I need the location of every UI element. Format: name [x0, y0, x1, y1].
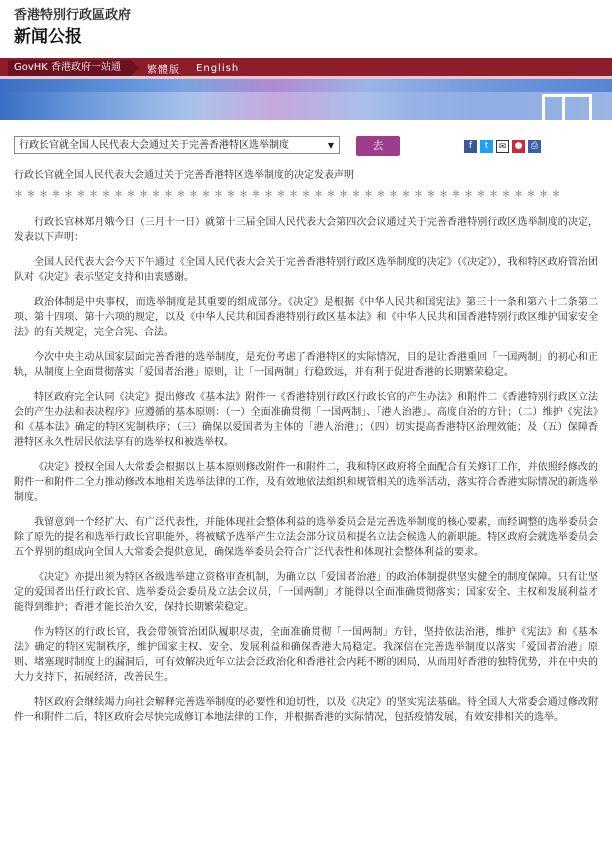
- article-paragraph: 我留意到一个经扩大、有广泛代表性，并能体现社会整体利益的选举委员会是完善选举制度的核心要素，而经调整的选举委员会除了原先的提名和选举行政长官职能外，将被赋予选举产生立法会部分议员和提名立法会候选人的新职能。特区政府会就选举委员会五个界别的组成向全国人大常委会提供意见，确保选举委员会符合广泛代表性和体现社会整体利益的要求。: [14, 517, 598, 558]
- press-release-title: 新闻公报: [14, 27, 82, 47]
- article-paragraph: 全国人民代表大会今天下午通过《全国人民代表大会关于完善香港特别行政区选举制度的决定》（《决定》），我和特区政府管治团队对《决定》表示坚定支持和由衷感谢。: [14, 257, 598, 283]
- article-paragraph: 今次中央主动从国家层面完善香港的选举制度，是充份考虑了香港特区的实际情况，目的是让香港重回「一国两制」的初心和正轨，从制度上全面贯彻落实「爱国者治港」原则，让「一国两制」行稳致远，并有利于促进香港的长期繁荣稳定。: [14, 352, 598, 378]
- article-paragraph: 行政长官林郑月娥今日（三月十一日）就第十三届全国人民代表大会第四次会议通过关于完善香港特别行政区选举制度的决定，发表以下声明：: [14, 217, 598, 243]
- article-headline: 行政长官就全国人民代表大会通过关于完善香港特区选举制度的决定发表声明: [14, 170, 354, 181]
- page-header: [14, 8, 131, 48]
- article-paragraph: 《决定》授权全国人大常委会根据以上基本原则修改附件一和附件二，我和特区政府将全面配合有关修订工作，并依照经修改的附件一和附件二全力推动修改本地相关选举法律的工作，及有效地依法组织和规管相关的选举活动，落实符合香港实际情况的新选举制度。: [14, 462, 598, 503]
- article-paragraph: 《决定》亦提出须为特区各级选举建立资格审查机制，为确立以「爱国者治港」的政治体制提供坚实健全的制度保障。只有让坚定的爱国者出任行政长官、选举委员会委员及立法会议员，「一国两制」才能得以全面准确贯彻落实；国家安全、主权和发展利益才能得到维护；香港才能长治久安，保持长期繁荣稳定。: [14, 572, 598, 613]
- twitter-icon[interactable]: t: [480, 140, 493, 153]
- banner-band: [0, 76, 612, 79]
- traditional-chinese-link[interactable]: 繁體版: [147, 64, 181, 76]
- government-name: 香港特別行政區政府: [14, 8, 132, 23]
- facebook-icon[interactable]: f: [464, 140, 477, 153]
- english-link[interactable]: English: [196, 62, 240, 74]
- chevron-down-icon: ▼: [327, 141, 335, 150]
- star-divider: ＊＊＊＊＊＊＊＊＊＊＊＊＊＊＊＊＊＊＊＊＊＊＊＊＊＊＊＊＊＊＊＊＊＊＊＊＊＊＊＊＊＊＊＊: [14, 190, 565, 200]
- banner-frame-line: [562, 94, 565, 120]
- weibo-icon[interactable]: ●: [512, 140, 525, 153]
- nav-arrow-separator: [131, 60, 139, 76]
- govhk-link[interactable]: GovHK 香港政府一站通: [8, 60, 131, 76]
- article-paragraph: 政治体制是中央事权，而选举制度是其重要的组成部分。《决定》是根据《中华人民共和国宪法》第三十一条和第六十二条第二项、第十四项、第十六项的规定，以及《中华人民共和国香港特别行政区基本法》和《中华人民共和国香港特别行政区维护国家安全法》的有关规定，完全合宪、合法。: [14, 297, 598, 338]
- print-icon[interactable]: ⎙: [528, 140, 541, 153]
- banner-wave: [0, 92, 612, 120]
- banner-frame-graphic: [542, 94, 592, 120]
- release-select-value: 行政长官就全国人民代表大会通过关于完善香港特区选举制度: [19, 140, 289, 151]
- go-button[interactable]: 去: [356, 136, 400, 156]
- share-icons: [464, 140, 541, 153]
- toolbar: [14, 136, 598, 156]
- article-paragraph: 作为特区的行政长官，我会带领管治团队履职尽责，全面准确贯彻「一国两制」方针，坚持依法治港，维护《宪法》和《基本法》确定的特区宪制秩序，维护国家主权、安全、发展利益和确保香港大局稳定。我深信在完善选举制度以落实「爱国者治港」原则、堵塞现时制度上的漏洞后，可有效解决近年立法会泛政治化和香港社会内耗不断的困局，从而用好香港的独特优势，并在中央的大力支持下，拓展经济，改善民生。: [14, 627, 598, 683]
- top-nav: [8, 60, 247, 76]
- email-icon[interactable]: ✉: [496, 140, 509, 153]
- release-select[interactable]: [14, 136, 340, 154]
- article-paragraph: 特区政府完全认同《决定》提出修改《基本法》附件一《香港特别行政区行政长官的产生办法》和附件二《香港特别行政区立法会的产生办法和表决程序》应遵循的基本原则：（一）全面准确贯彻「一国两制」、「港人治港」、高度自治的方针；（二）维护《宪法》和《基本法》确定的特区宪制秩序；（三）确保以爱国者为主体的「港人治港」；（四）切实提高香港特区治理效能；及（五）保障香港特区永久性居民依法享有的选举权和被选举权。: [14, 392, 598, 448]
- article-paragraph: 特区政府会继续竭力向社会解释完善选举制度的必要性和迫切性，以及《决定》的坚实宪法基础。待全国人大常委会通过修改附件一和附件二后，特区政府会尽快完成修订本地法律的工作，并根据香港的实际情况，包括疫情发展，有效安排相关的选举。: [14, 697, 598, 723]
- article: [14, 168, 598, 735]
